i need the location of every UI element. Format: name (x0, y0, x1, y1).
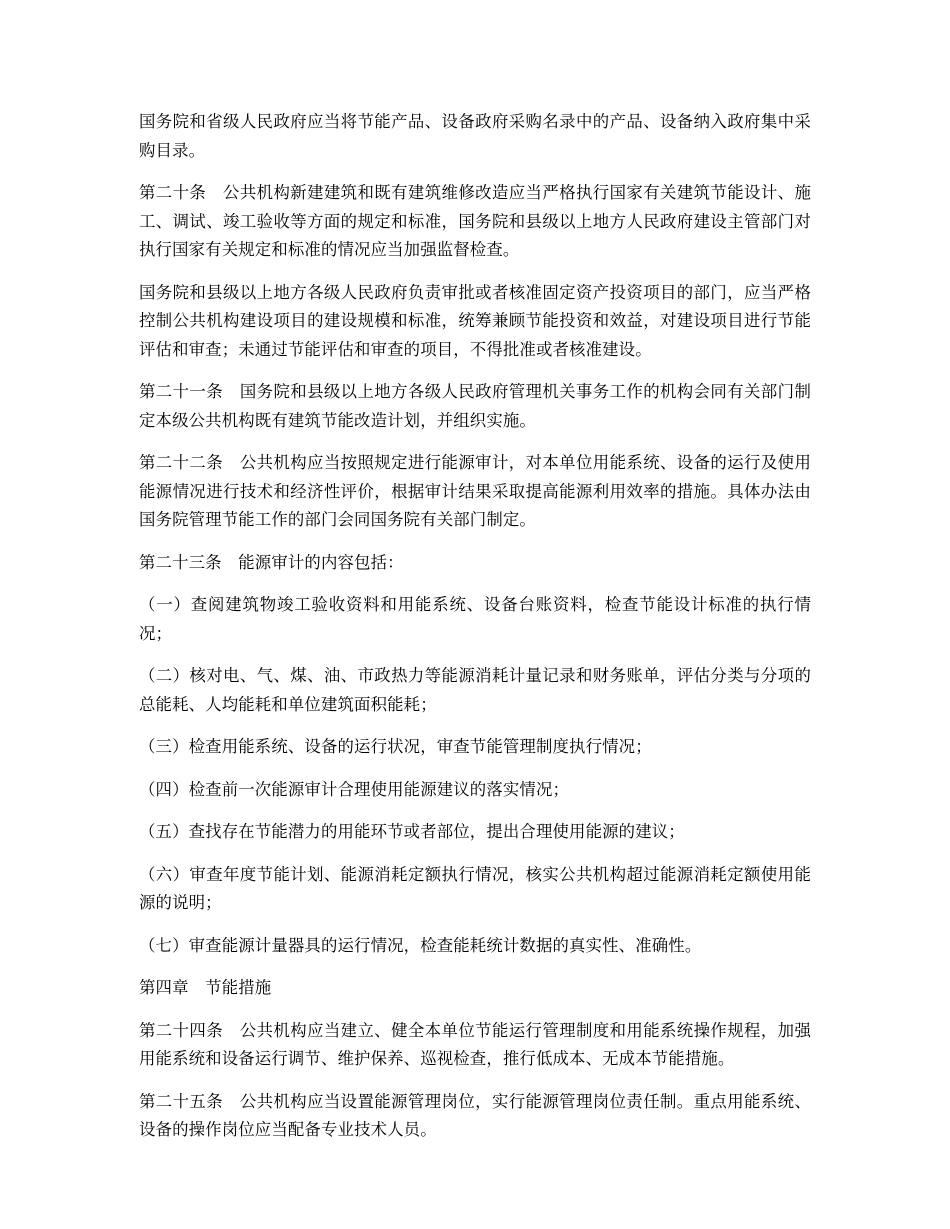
paragraph-item-4: （四）检查前一次能源审计合理使用能源建议的落实情况； (139, 779, 570, 799)
paragraph-article-22: 第二十二条 公共机构应当按照规定进行能源审计，对本单位用能系统、设备的运行及使用能源情况进行技术和经济性评价，根据审计结果采取提高能源利用效率的措施。具体办法由国务院管理节能工作的部门会同国务院有关部门制定。 (139, 453, 811, 529)
paragraph-article-21: 第二十一条 国务院和县级以上地方各级人民政府管理机关事务工作的机构会同有关部门制定本级公共机构既有建筑节能改造计划，并组织实施。 (139, 382, 811, 430)
chapter-4-heading: 第四章 节能措施 (139, 978, 272, 997)
paragraph-article-23: 第二十三条 能源审计的内容包括： (139, 552, 404, 572)
paragraph-article-24: 第二十四条 公共机构应当建立、健全本单位节能运行管理制度和用能系统操作规程，加强用能系统和设备运行调节、维护保养、巡视检查，推行低成本、无成本节能措施。 (139, 1020, 811, 1068)
paragraph-article-20: 第二十条 公共机构新建建筑和既有建筑维修改造应当严格执行国家有关建筑节能设计、施工、调试、竣工验收等方面的规定和标准，国务院和县级以上地方人民政府建设主管部门对执行国家有关规定和标准的情况应当加强监督检查。 (139, 183, 811, 259)
paragraph-procurement-catalog: 国务院和省级人民政府应当将节能产品、设备政府采购名录中的产品、设备纳入政府集中采购目录。 (139, 112, 811, 160)
paragraph-item-3: （三）检查用能系统、设备的运行状况，审查节能管理制度执行情况； (139, 737, 652, 756)
paragraph-item-5: （五）查找存在节能潜力的用能环节或者部位，提出合理使用能源的建议； (139, 822, 685, 841)
document-page (139, 108, 811, 1159)
paragraph-article-20-investment: 国务院和县级以上地方各级人民政府负责审批或者核准固定资产投资项目的部门，应当严格控制公共机构建设项目的建设规模和标准，统筹兼顾节能投资和效益，对建设项目进行节能评估和审查；未通过节能评估和审查的项目，不得批准或者核准建设。 (139, 282, 811, 359)
paragraph-item-1: （一）查阅建筑物竣工验收资料和用能系统、设备台账资料，检查节能设计标准的执行情况； (139, 595, 811, 643)
paragraph-item-6: （六）审查年度节能计划、能源消耗定额执行情况，核实公共机构超过能源消耗定额使用能源的说明； (139, 864, 811, 912)
paragraph-item-7: （七）审查能源计量器具的运行情况，检查能耗统计数据的真实性、准确性。 (139, 935, 702, 955)
paragraph-item-2: （二）核对电、气、煤、油、市政热力等能源消耗计量记录和财务账单，评估分类与分项的总能耗、人均能耗和单位建筑面积能耗； (139, 666, 811, 714)
paragraph-article-25: 第二十五条 公共机构应当设置能源管理岗位，实行能源管理岗位责任制。重点用能系统、设备的操作岗位应当配备专业技术人员。 (139, 1091, 811, 1139)
